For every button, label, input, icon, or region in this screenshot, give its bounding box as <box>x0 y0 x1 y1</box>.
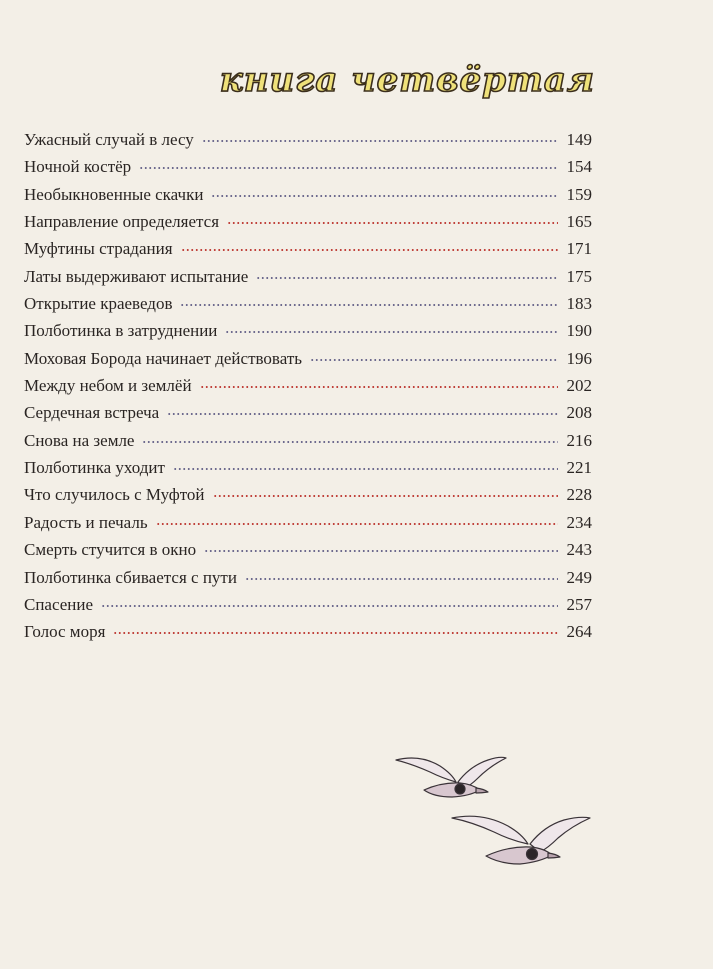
dot-leader <box>227 222 558 224</box>
toc-entry[interactable] <box>24 263 592 290</box>
seagulls-illustration <box>390 752 600 874</box>
toc-entry[interactable] <box>24 235 592 262</box>
toc-page-number: 165 <box>566 212 592 232</box>
toc-page-number: 249 <box>566 567 592 587</box>
toc-page-number: 216 <box>566 430 592 450</box>
toc-entry[interactable] <box>24 564 592 591</box>
dot-leader <box>180 304 558 306</box>
toc-title: Необыкновенные скачки <box>24 184 204 204</box>
table-of-contents <box>24 126 592 646</box>
dot-leader <box>142 441 558 443</box>
dot-leader <box>225 331 558 333</box>
toc-entry[interactable] <box>24 536 592 563</box>
toc-title: Что случилось с Муфтой <box>24 485 205 505</box>
dot-leader <box>211 195 558 197</box>
toc-entry[interactable] <box>24 618 592 645</box>
toc-entry[interactable] <box>24 345 592 372</box>
toc-title: Открытие краеведов <box>24 294 173 314</box>
toc-entry[interactable] <box>24 427 592 454</box>
dot-leader <box>156 523 558 525</box>
toc-title: Полботинка в затруднении <box>24 321 218 341</box>
toc-page-number: 264 <box>566 622 592 642</box>
toc-title: Спасение <box>24 594 94 614</box>
toc-entry[interactable] <box>24 454 592 481</box>
toc-entry[interactable] <box>24 208 592 235</box>
dot-leader <box>167 413 558 415</box>
toc-title: Радость и печаль <box>24 512 148 532</box>
toc-title: Снова на земле <box>24 430 135 450</box>
toc-entry[interactable] <box>24 372 592 399</box>
toc-page-number: 202 <box>566 376 592 396</box>
toc-entry[interactable] <box>24 290 592 317</box>
dot-leader <box>202 140 558 142</box>
toc-entry[interactable] <box>24 481 592 508</box>
toc-page-number: 234 <box>566 512 592 532</box>
toc-page-number: 208 <box>566 403 592 423</box>
toc-entry[interactable] <box>24 181 592 208</box>
toc-page-number: 257 <box>566 594 592 614</box>
toc-page-number: 196 <box>566 348 592 368</box>
toc-page-number: 159 <box>566 184 592 204</box>
toc-title: Полботинка сбивается с пути <box>24 567 237 587</box>
toc-title: Латы выдерживают испытание <box>24 266 249 286</box>
dot-leader <box>101 605 558 607</box>
dot-leader <box>310 359 558 361</box>
toc-page-number: 154 <box>566 157 592 177</box>
toc-title: Направление определяется <box>24 212 220 232</box>
dot-leader <box>200 386 558 388</box>
toc-page-number: 221 <box>566 458 592 478</box>
toc-title: Муфтины страдания <box>24 239 173 259</box>
toc-page-number: 149 <box>566 130 592 149</box>
toc-title: Голос моря <box>24 622 106 642</box>
seagull-upper <box>396 757 506 797</box>
toc-title: Сердечная встреча <box>24 403 160 423</box>
section-heading: книга четвёртая <box>219 60 595 100</box>
dot-leader <box>204 550 558 552</box>
toc-page-number: 190 <box>566 321 592 341</box>
seagull-lower <box>452 816 590 864</box>
toc-entry[interactable] <box>24 317 592 344</box>
toc-title: Ночной костёр <box>24 157 132 177</box>
toc-page-number: 243 <box>566 540 592 560</box>
toc-entry[interactable] <box>24 153 592 180</box>
dot-leader <box>181 249 558 251</box>
toc-title: Между небом и землёй <box>24 376 192 396</box>
toc-entry[interactable] <box>24 126 592 153</box>
toc-title: Моховая Борода начинает действовать <box>24 348 303 368</box>
toc-page-number: 228 <box>566 485 592 505</box>
dot-leader <box>113 632 558 634</box>
toc-title: Смерть стучится в окно <box>24 540 197 560</box>
dot-leader <box>173 468 558 470</box>
toc-entry[interactable] <box>24 399 592 426</box>
toc-title: Полботинка уходит <box>24 458 165 478</box>
dot-leader <box>256 277 558 279</box>
dot-leader <box>213 495 558 497</box>
toc-title: Ужасный случай в лесу <box>24 130 194 149</box>
toc-entry[interactable] <box>24 591 592 618</box>
dot-leader <box>139 167 558 169</box>
toc-page-number: 171 <box>566 239 592 259</box>
toc-page-number: 183 <box>566 294 592 314</box>
toc-page-number: 175 <box>566 266 592 286</box>
dot-leader <box>245 578 558 580</box>
toc-entry[interactable] <box>24 509 592 536</box>
